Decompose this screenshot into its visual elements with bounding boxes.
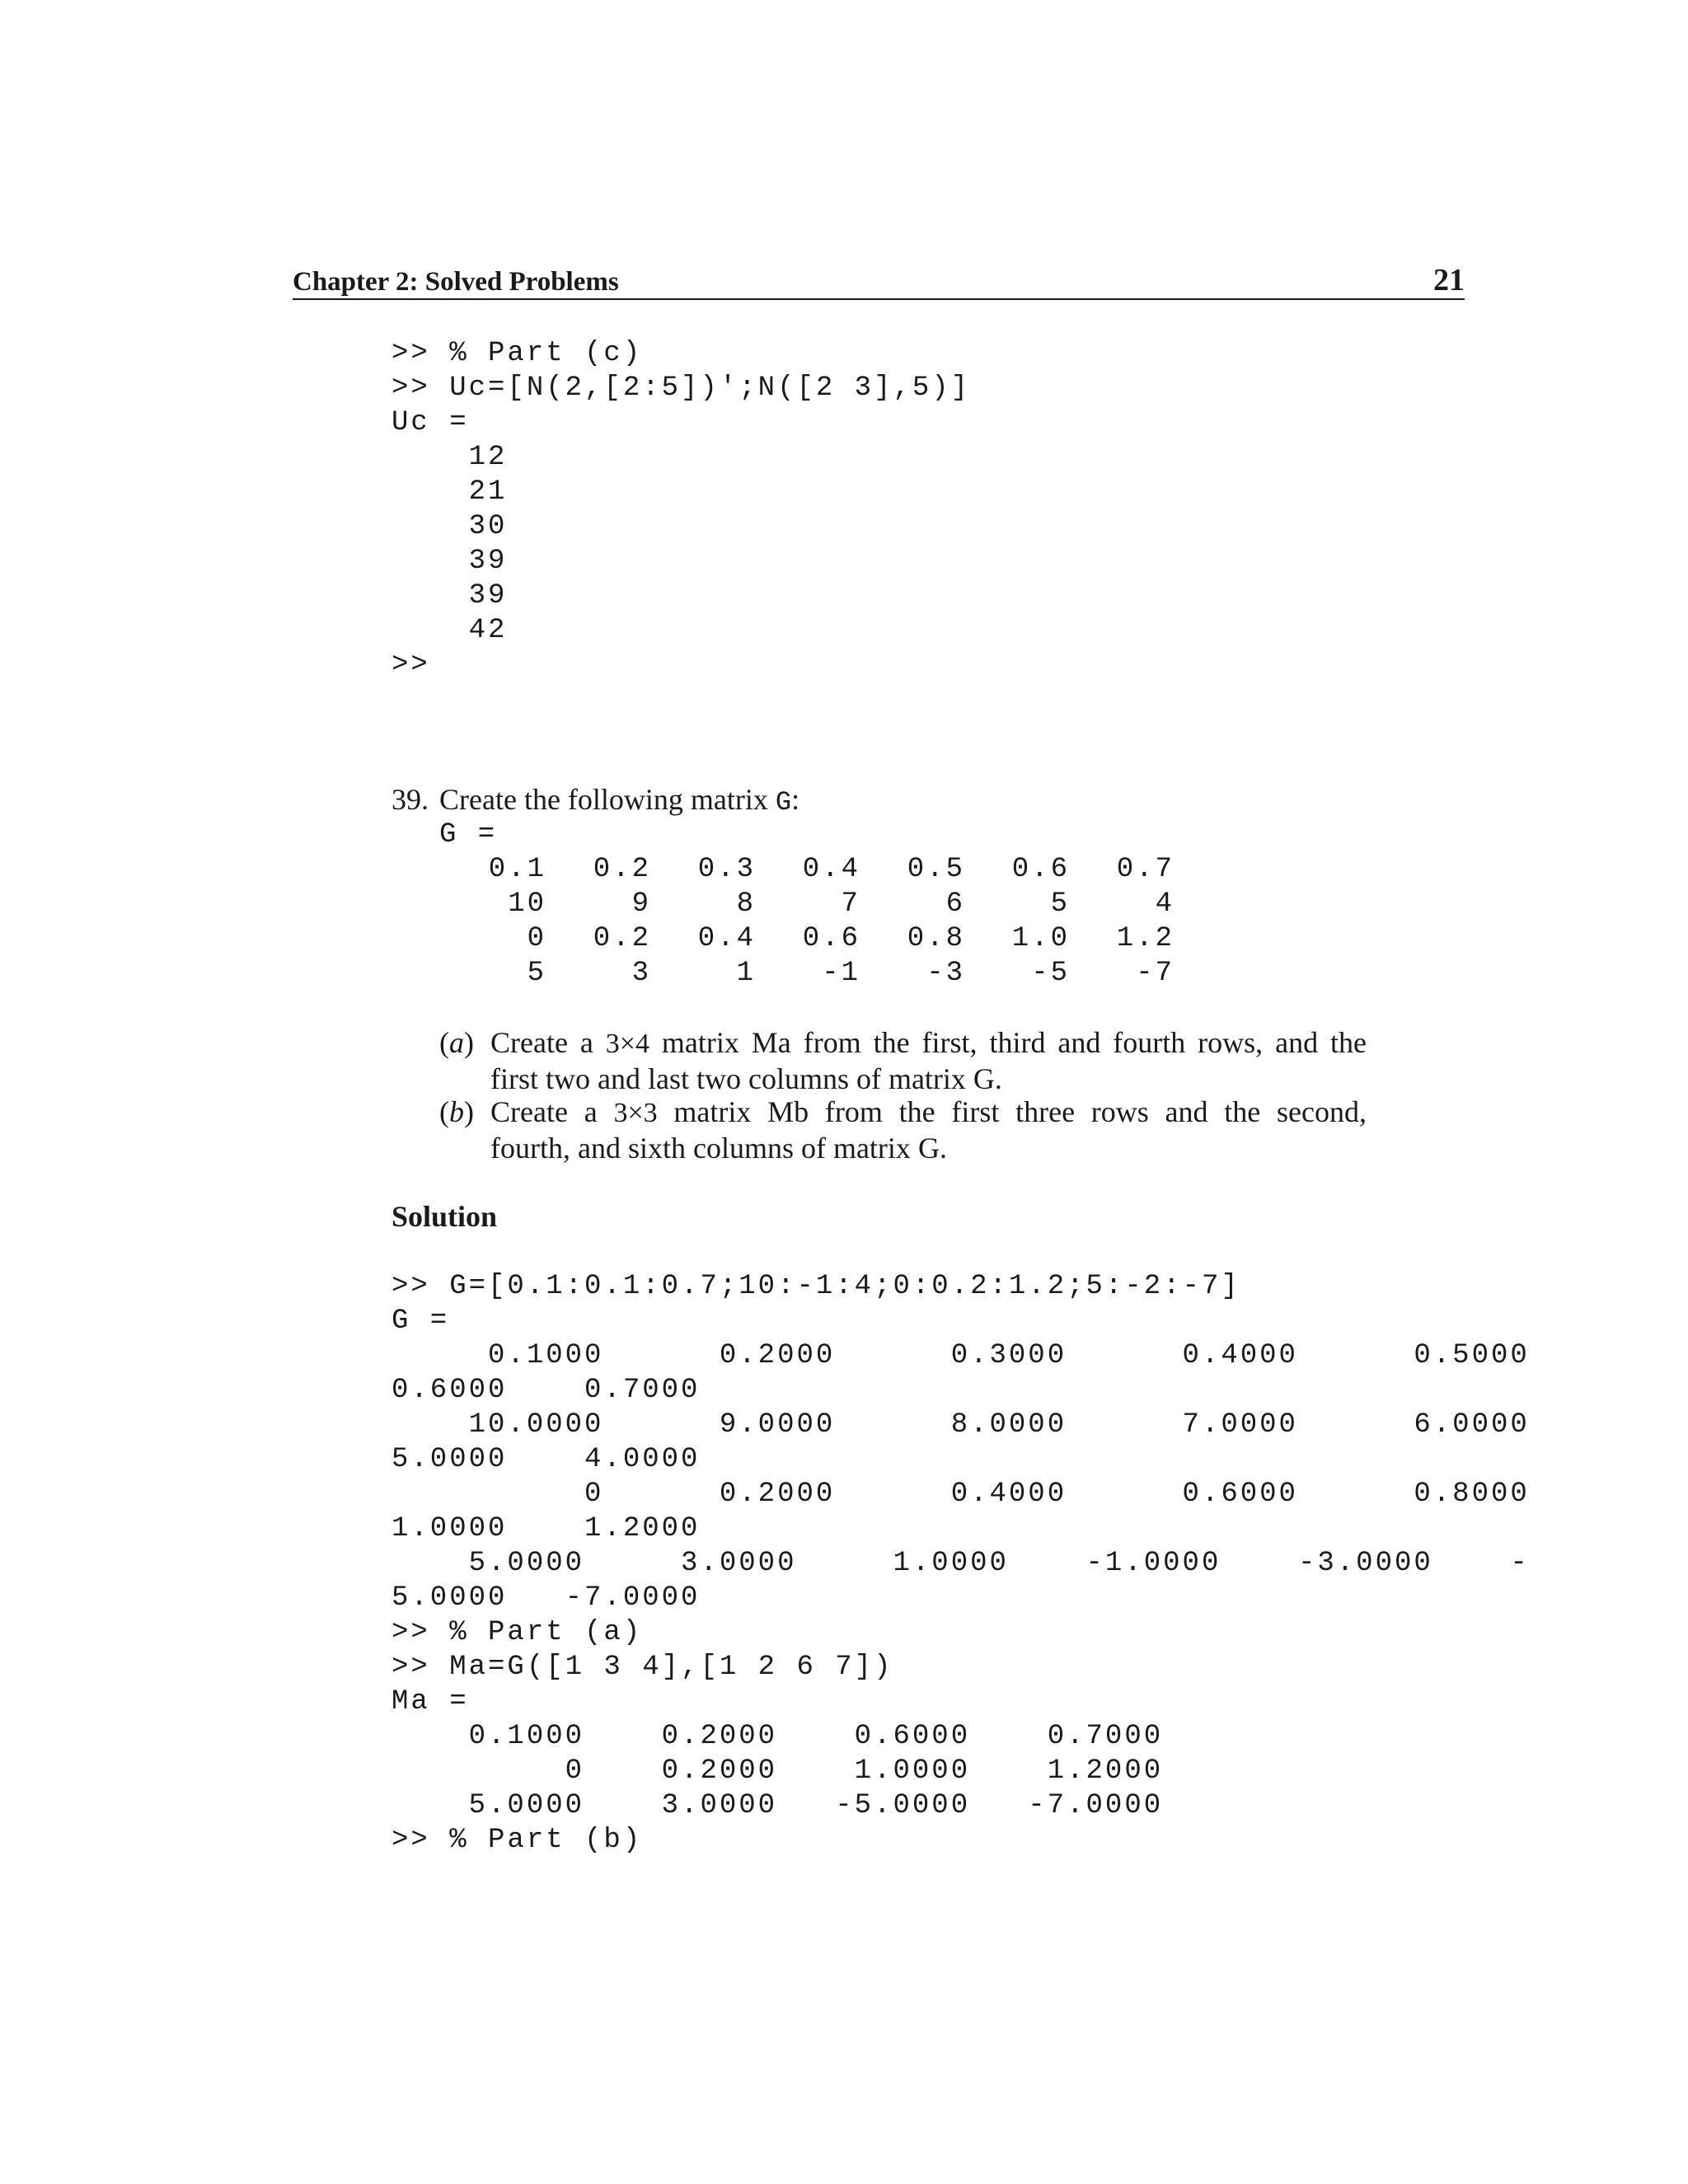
code-line: >> Uc=[N(2,[2:5])';N([2 3],5)] bbox=[392, 373, 971, 404]
code-line: 12 bbox=[392, 442, 508, 473]
code-line: 10.0000 9.0000 8.0000 7.0000 6.0000 bbox=[392, 1409, 1530, 1441]
matrix-cell: 0.2 bbox=[593, 854, 651, 885]
part-label: (b) bbox=[439, 1095, 474, 1128]
code-line: 5.0000 3.0000 1.0000 -1.0000 -3.0000 - bbox=[392, 1548, 1530, 1579]
problem-number: 39. bbox=[392, 783, 429, 816]
code-line: 21 bbox=[392, 476, 508, 508]
matrix-row bbox=[472, 956, 1175, 991]
problem-part-b: (b) Create a 3×3 matrix Mb from the first three rows and the second, fourth, and sixth columns of matrix G. bbox=[439, 1095, 1367, 1165]
matrix-cell: 0.6 bbox=[1011, 854, 1070, 885]
matrix-cell: 10 bbox=[508, 888, 546, 920]
problem-statement: Create the following matrix G: bbox=[439, 783, 800, 818]
code-line: 0 0.2000 1.0000 1.2000 bbox=[392, 1755, 1164, 1787]
matrix-cell: 9 bbox=[631, 888, 651, 920]
matrix-label: G = bbox=[439, 819, 498, 851]
inline-code: G bbox=[775, 787, 792, 818]
code-line: Uc = bbox=[392, 407, 469, 438]
matrix-cell: 5 bbox=[527, 958, 546, 989]
code-block-solution bbox=[392, 1269, 1530, 1858]
matrix-cell: 7 bbox=[841, 888, 860, 920]
matrix-cell: 0.5 bbox=[907, 854, 965, 885]
matrix-cell: -5 bbox=[1031, 958, 1070, 989]
matrix-cell: 0.4 bbox=[697, 923, 756, 954]
matrix-cell: 0.7 bbox=[1116, 854, 1175, 885]
code-line: 5.0000 -7.0000 bbox=[392, 1582, 701, 1614]
code-line: 30 bbox=[392, 511, 508, 542]
matrix-cell: 1.0 bbox=[1011, 923, 1070, 954]
matrix-cell: -7 bbox=[1136, 958, 1175, 989]
matrix-cell: 0.8 bbox=[907, 923, 965, 954]
code-line: >> bbox=[392, 649, 430, 681]
matrix-cell: -1 bbox=[822, 958, 860, 989]
matrix-cell: 0.4 bbox=[802, 854, 860, 885]
matrix-cell: 4 bbox=[1155, 888, 1175, 920]
code-line: >> % Part (b) bbox=[392, 1825, 643, 1856]
code-line: Ma = bbox=[392, 1686, 469, 1718]
matrix-cell: 5 bbox=[1050, 888, 1070, 920]
matrix-row bbox=[472, 852, 1175, 887]
matrix-cell: 0 bbox=[527, 923, 546, 954]
code-line: >> % Part (a) bbox=[392, 1617, 643, 1648]
code-line: 0.1000 0.2000 0.3000 0.4000 0.5000 bbox=[392, 1340, 1530, 1371]
matrix-cell: 1.2 bbox=[1116, 923, 1175, 954]
matrix-cell: 6 bbox=[945, 888, 965, 920]
part-label: (a) bbox=[439, 1026, 474, 1059]
inline-code: Mb bbox=[767, 1095, 809, 1128]
inline-code: Ma bbox=[751, 1026, 791, 1059]
matrix-cell: 1 bbox=[736, 958, 756, 989]
code-line: 0.6000 0.7000 bbox=[392, 1375, 701, 1406]
code-line: G = bbox=[392, 1305, 450, 1337]
code-line: >> Ma=G([1 3 4],[1 2 6 7]) bbox=[392, 1652, 893, 1683]
code-line: >> G=[0.1:0.1:0.7;10:-1:4;0:0.2:1.2;5:-2:-7] bbox=[392, 1271, 1240, 1302]
page-number: 21 bbox=[1433, 263, 1465, 298]
solution-heading: Solution bbox=[392, 1200, 498, 1233]
code-line: 1.0000 1.2000 bbox=[392, 1513, 701, 1544]
code-block-part-c bbox=[392, 336, 970, 682]
problem-part-a: (a) Create a 3×4 matrix Ma from the first, third and fourth rows, and the first two and last two columns of matrix G. bbox=[439, 1026, 1367, 1095]
matrix-cell: 0.2 bbox=[593, 923, 651, 954]
matrix-cell: 8 bbox=[736, 888, 756, 920]
code-line: >> % Part (c) bbox=[392, 338, 643, 369]
matrix-cell: 0.1 bbox=[488, 854, 546, 885]
matrix-dimensions: 3×4 bbox=[605, 1029, 649, 1059]
code-line: 0 0.2000 0.4000 0.6000 0.8000 bbox=[392, 1479, 1530, 1510]
code-line: 39 bbox=[392, 546, 508, 577]
matrix-row bbox=[472, 887, 1175, 921]
inline-code: G bbox=[917, 1132, 940, 1165]
matrix-cell: 3 bbox=[631, 958, 651, 989]
matrix-cell: 0.3 bbox=[697, 854, 756, 885]
code-line: 5.0000 4.0000 bbox=[392, 1444, 701, 1475]
matrix-dimensions: 3×3 bbox=[613, 1098, 658, 1128]
code-line: 39 bbox=[392, 580, 508, 612]
page-header bbox=[293, 262, 1465, 300]
matrix-cell: -3 bbox=[926, 958, 965, 989]
chapter-title: Chapter 2: Solved Problems bbox=[293, 267, 619, 297]
code-line: 0.1000 0.2000 0.6000 0.7000 bbox=[392, 1721, 1164, 1752]
matrix-row bbox=[472, 921, 1175, 956]
code-line: 5.0000 3.0000 -5.0000 -7.0000 bbox=[392, 1790, 1164, 1821]
matrix-cell: 0.6 bbox=[802, 923, 860, 954]
matrix-g bbox=[472, 852, 1175, 991]
code-line: 42 bbox=[392, 615, 508, 646]
inline-code: G bbox=[973, 1062, 995, 1095]
